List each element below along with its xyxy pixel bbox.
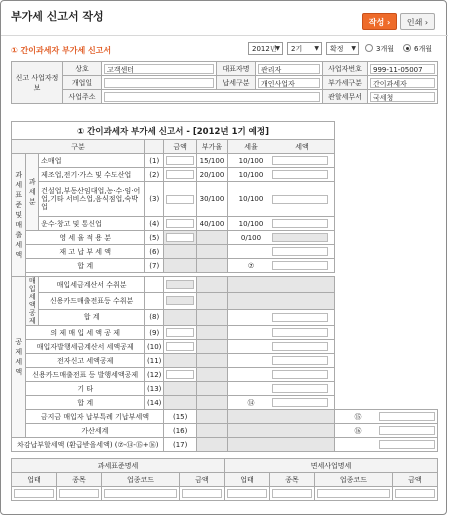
tax-rate-value: 10/100 <box>238 170 264 179</box>
tax-cell <box>228 245 335 259</box>
amount-input[interactable] <box>166 233 193 242</box>
bottom-cell <box>102 487 180 501</box>
amount-empty <box>164 259 196 273</box>
tax-input[interactable] <box>272 398 328 407</box>
row-label: 의 제 매 입 세 액 공 제 <box>26 326 145 340</box>
year-select[interactable] <box>248 42 283 55</box>
rate-empty <box>196 309 227 325</box>
trade-name-label: 상호 <box>63 62 102 76</box>
bottom-input[interactable] <box>272 489 312 498</box>
tax-cell <box>335 438 438 452</box>
tax-input[interactable] <box>272 247 328 256</box>
tax-input[interactable] <box>272 313 328 322</box>
print-label: 인쇄 <box>406 18 423 27</box>
section-tax: 과세분 <box>26 154 39 231</box>
radio-3month[interactable] <box>365 44 373 52</box>
amount-cell <box>164 293 196 309</box>
header-category: 구분 <box>12 140 145 154</box>
rate-empty <box>228 424 335 438</box>
bottom-input[interactable] <box>59 489 99 498</box>
row-no: (3) <box>145 182 164 217</box>
amount-empty <box>196 410 227 424</box>
year-value: 2012년 <box>252 45 277 53</box>
total-mark: ⑭ <box>247 398 255 407</box>
row-label: 합 계 <box>26 396 145 410</box>
tax-cell <box>228 231 335 245</box>
amount-input[interactable] <box>166 296 193 305</box>
header-taxamount: 세액 <box>295 142 309 151</box>
tax-input[interactable] <box>272 219 328 228</box>
address-field[interactable] <box>104 92 320 102</box>
row-label: 신용카드매출전표 등 발행세액공제 <box>26 368 145 382</box>
tax-cell <box>228 326 335 340</box>
col-header: 종목 <box>269 473 314 487</box>
report-title: ① 간이과세자 부가세 신고서 - [2012년 1기 예정] <box>12 122 335 140</box>
amount-input[interactable] <box>166 219 193 228</box>
header-no <box>145 140 164 154</box>
amount-cell <box>164 217 196 231</box>
radio-6month-label: 6개월 <box>414 45 432 53</box>
type-value: 확정 <box>330 45 344 53</box>
total-mark: ⑦ <box>247 261 255 270</box>
tax-cell <box>228 354 335 368</box>
tax-input[interactable] <box>272 233 328 242</box>
bottom-input[interactable] <box>317 489 390 498</box>
tax-input[interactable] <box>272 384 328 393</box>
address-cell <box>102 90 323 104</box>
rate-value: 20/100 <box>196 168 227 182</box>
window-title: 부가세 신고서 작성 <box>11 10 104 23</box>
tax-type-cell <box>256 76 323 90</box>
amount-empty <box>196 424 227 438</box>
tax-rate-value: 0/100 <box>240 233 262 242</box>
row-label: 기 타 <box>26 382 145 396</box>
row-no-empty <box>145 277 164 293</box>
amount-input[interactable] <box>166 195 193 204</box>
rate-value: 30/100 <box>196 182 227 217</box>
info-table <box>11 61 438 104</box>
open-date-field[interactable] <box>104 78 214 88</box>
row-no: (16) <box>164 424 196 438</box>
amount-cell <box>164 277 196 293</box>
tax-input[interactable] <box>272 370 328 379</box>
chevron-right-icon: › <box>424 18 429 27</box>
tax-cell <box>228 382 335 396</box>
rate-empty <box>196 354 227 368</box>
bottom-table <box>11 458 438 501</box>
type-select[interactable] <box>326 42 359 55</box>
rate-empty <box>228 410 335 424</box>
row-no: (8) <box>145 309 164 325</box>
row-label: 영 세 율 적 용 분 <box>26 231 145 245</box>
amount-empty <box>164 382 196 396</box>
tax-input[interactable] <box>272 261 328 270</box>
row-no: (12) <box>145 368 164 382</box>
trade-name-cell <box>102 62 217 76</box>
row-label: 가산세계 <box>26 424 164 438</box>
chevron-down-icon: ▼ <box>351 45 356 52</box>
header-amount: 금액 <box>164 140 196 154</box>
col-header: 금액 <box>392 473 437 487</box>
rate-empty <box>228 438 335 452</box>
section-purchase: 매입세액공제 <box>26 277 39 326</box>
bottom-cell <box>269 487 314 501</box>
office-cell <box>368 90 438 104</box>
tax-input[interactable] <box>272 356 328 365</box>
col-header: 업종코드 <box>314 473 392 487</box>
amount-cell <box>164 182 196 217</box>
bottom-cell <box>392 487 437 501</box>
tax-cell <box>228 340 335 354</box>
chevron-down-icon: ▼ <box>275 45 280 52</box>
amount-input[interactable] <box>166 342 193 351</box>
term-select[interactable] <box>287 42 322 55</box>
amount-cell <box>164 340 196 354</box>
rate-empty <box>196 340 227 354</box>
rate-empty <box>196 245 227 259</box>
row-no: (13) <box>145 382 164 396</box>
gold-mark: ⑮ <box>354 412 362 421</box>
trade-name-field[interactable]: 고객센터 <box>104 64 214 74</box>
tax-input[interactable] <box>272 342 328 351</box>
info-section-label: 신고 사업자정보 <box>12 62 63 104</box>
row-no: (4) <box>145 217 164 231</box>
amount-cell <box>164 326 196 340</box>
chevron-right-icon: › <box>386 18 391 27</box>
row-no: (6) <box>145 245 164 259</box>
amount-cell <box>164 368 196 382</box>
open-date-cell <box>102 76 217 90</box>
amount-input[interactable] <box>166 280 193 289</box>
bizno-field[interactable]: 999-11-05007 <box>370 64 435 74</box>
term-value: 2기 <box>291 45 303 53</box>
tax-input[interactable] <box>272 195 328 204</box>
row-label: 금지금 매입자 납부특례 기납부세액 <box>26 410 164 424</box>
ceo-cell <box>256 62 323 76</box>
amount-cell <box>164 154 196 168</box>
tax-input[interactable] <box>379 412 435 421</box>
tax-cell <box>228 309 335 325</box>
ceo-field[interactable]: 관리자 <box>258 64 320 74</box>
row-label: 매입자발행세금계산서 세액공제 <box>26 340 145 354</box>
tax-empty <box>228 277 335 293</box>
open-date-label: 개업일 <box>63 76 102 90</box>
ceo-label: 대표자명 <box>217 62 256 76</box>
bottom-input[interactable] <box>227 489 267 498</box>
amount-empty <box>164 396 196 410</box>
row-label: 매입세금계산서 수취분 <box>39 277 145 293</box>
radio-3month-label: 3개월 <box>376 45 394 53</box>
row-no-empty <box>145 293 164 309</box>
tax-cell <box>228 217 335 231</box>
tax-cell <box>228 168 335 182</box>
rate-empty <box>196 231 227 245</box>
rate-value: 40/100 <box>196 217 227 231</box>
amount-empty <box>164 245 196 259</box>
bottom-cell <box>12 487 57 501</box>
row-no: (17) <box>164 438 196 452</box>
amount-input[interactable] <box>166 156 193 165</box>
left-title: 과세표준명세 <box>12 459 225 473</box>
bottom-input[interactable] <box>104 489 177 498</box>
print-button[interactable] <box>400 13 435 30</box>
address-label: 사업주소 <box>63 90 102 104</box>
bottom-input[interactable] <box>182 489 222 498</box>
rate-empty <box>196 396 227 410</box>
amount-empty <box>196 438 227 452</box>
row-label: 전자신고 세액공제 <box>26 354 145 368</box>
section-base: 과세표준 및 매출세액 <box>12 154 26 277</box>
row-label: 제조업,전기·가스 및 수도산업 <box>39 168 145 182</box>
chevron-down-icon: ▼ <box>314 45 319 52</box>
row-no: (7) <box>145 259 164 273</box>
tax-rate-value: 10/100 <box>238 219 264 228</box>
tax-cell <box>228 182 335 217</box>
row-label: 운수·창고 및 통신업 <box>39 217 145 231</box>
tax-input[interactable] <box>272 170 328 179</box>
bottom-cell <box>224 487 269 501</box>
tax-input[interactable] <box>379 426 435 435</box>
office-field[interactable]: 국세청 <box>370 92 435 102</box>
submit-button[interactable] <box>362 13 397 30</box>
vat-type-field[interactable]: 간이과세자 <box>370 78 435 88</box>
row-label: 재 고 납 부 세 액 <box>26 245 145 259</box>
radio-6month[interactable] <box>403 44 411 52</box>
row-label: 합 계 <box>39 309 145 325</box>
rate-empty <box>196 382 227 396</box>
row-no: (11) <box>145 354 164 368</box>
amount-input[interactable] <box>166 328 193 337</box>
row-label: 건설업,부동산임대업,농·수·임·어업,기타 서비스업,음식점업,숙박업 <box>39 182 145 217</box>
tax-type-label: 납세구분 <box>217 76 256 90</box>
row-no: (14) <box>145 396 164 410</box>
amount-cell <box>164 168 196 182</box>
section-subtitle: ① 간이과세자 부가세 신고서 <box>11 46 112 55</box>
row-label: 차감납부할세액 (환급받을세액) (⑦-⑭-⑮+⑯) <box>12 438 164 452</box>
vat-type-label: 부가세구분 <box>323 76 368 90</box>
tax-cell <box>335 410 438 424</box>
add-mark: ⑯ <box>354 426 362 435</box>
tax-cell <box>228 368 335 382</box>
bottom-cell <box>179 487 224 501</box>
tax-input[interactable] <box>272 328 328 337</box>
bottom-cell <box>57 487 102 501</box>
rate-empty <box>196 259 227 273</box>
rate-empty <box>196 277 227 293</box>
row-no: (10) <box>145 340 164 354</box>
bottom-input[interactable] <box>14 489 54 498</box>
bottom-input[interactable] <box>395 489 435 498</box>
bottom-cell <box>314 487 392 501</box>
report-table <box>11 121 438 452</box>
tax-rate-value: 10/100 <box>238 195 264 203</box>
row-no: (2) <box>145 168 164 182</box>
section-deduct: 공제세액 <box>12 277 26 438</box>
bizno-label: 사업자번호 <box>323 62 368 76</box>
tax-input[interactable] <box>272 156 328 165</box>
amount-empty <box>164 354 196 368</box>
header-rate: 부가율 <box>196 140 227 154</box>
tax-cell <box>228 396 335 410</box>
right-title: 면세사업명세 <box>224 459 437 473</box>
rate-empty <box>196 326 227 340</box>
header-taxrate: 세율 <box>244 142 258 151</box>
col-header: 업태 <box>12 473 57 487</box>
rate-value: 15/100 <box>196 154 227 168</box>
tax-rate-value: 10/100 <box>238 156 264 165</box>
divider <box>1 35 448 36</box>
tax-cell <box>335 424 438 438</box>
amount-input[interactable] <box>166 170 193 179</box>
submit-label: 작성 <box>368 18 385 27</box>
tax-type-field[interactable]: 개인사업자 <box>258 78 320 88</box>
rate-empty <box>196 293 227 309</box>
header-taxrate-amount <box>228 140 335 154</box>
col-header: 업태 <box>224 473 269 487</box>
tax-input[interactable] <box>379 440 435 449</box>
office-label: 관할세무서 <box>323 90 368 104</box>
row-label: 신용카드매출전표등 수취분 <box>39 293 145 309</box>
col-header: 종목 <box>57 473 102 487</box>
tax-cell <box>228 154 335 168</box>
row-no: (9) <box>145 326 164 340</box>
tax-cell <box>228 259 335 273</box>
row-label: 합 계 <box>26 259 145 273</box>
bizno-cell <box>368 62 438 76</box>
amount-input[interactable] <box>166 370 193 379</box>
row-no: (15) <box>164 410 196 424</box>
amount-cell <box>164 231 196 245</box>
vat-type-cell <box>368 76 438 90</box>
row-no: (5) <box>145 231 164 245</box>
col-header: 금액 <box>179 473 224 487</box>
tax-empty <box>228 293 335 309</box>
row-no: (1) <box>145 154 164 168</box>
rate-empty <box>196 368 227 382</box>
amount-empty <box>164 309 196 325</box>
row-label: 소매업 <box>39 154 145 168</box>
col-header: 업종코드 <box>102 473 180 487</box>
